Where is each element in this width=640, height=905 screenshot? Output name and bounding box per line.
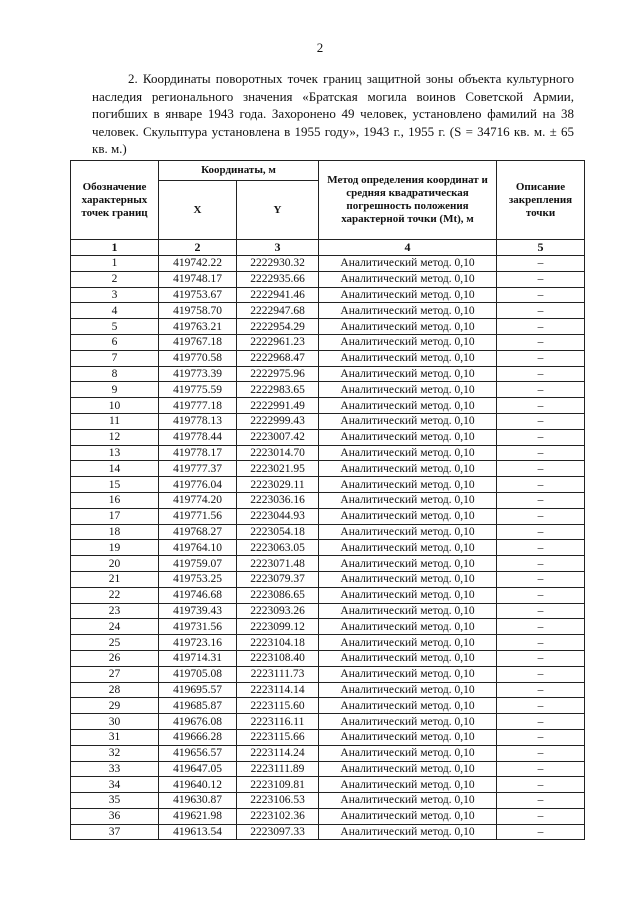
point-number: 11 [71,413,159,429]
description-cell: – [497,793,585,809]
page-number: 2 [316,40,324,55]
method-cell: Аналитический метод. 0,10 [319,287,497,303]
table-row [71,793,585,809]
method-cell: Аналитический метод. 0,10 [319,556,497,572]
method-cell: Аналитический метод. 0,10 [319,382,497,398]
method-cell: Аналитический метод. 0,10 [319,429,497,445]
table-row [71,508,585,524]
description-cell: – [497,571,585,587]
y-coordinate: 2222983.65 [237,382,319,398]
description-cell: – [497,508,585,524]
point-number: 20 [71,556,159,572]
description-cell: – [497,729,585,745]
y-coordinate: 2223079.37 [237,571,319,587]
table-row [71,350,585,366]
description-cell: – [497,540,585,556]
x-coordinate: 419695.57 [159,682,237,698]
table-row [71,319,585,335]
table-row [71,808,585,824]
column-number: 4 [319,240,497,256]
y-coordinate: 2223014.70 [237,445,319,461]
point-number: 9 [71,382,159,398]
point-number: 24 [71,619,159,635]
table-row [71,761,585,777]
column-number: 5 [497,240,585,256]
point-number: 3 [71,287,159,303]
point-number: 1 [71,256,159,272]
x-coordinate: 419763.21 [159,319,237,335]
table-row [71,445,585,461]
description-cell: – [497,334,585,350]
description-cell: – [497,319,585,335]
method-cell: Аналитический метод. 0,10 [319,477,497,493]
description-cell: – [497,287,585,303]
description-cell: – [497,587,585,603]
y-coordinate: 2223111.89 [237,761,319,777]
column-number: 2 [159,240,237,256]
header-description: Описание закрепления точки [497,161,585,240]
point-number: 7 [71,350,159,366]
method-cell: Аналитический метод. 0,10 [319,824,497,840]
y-coordinate: 2223097.33 [237,824,319,840]
y-coordinate: 2223114.24 [237,745,319,761]
table-row [71,366,585,382]
x-coordinate: 419676.08 [159,714,237,730]
table-row [71,682,585,698]
x-coordinate: 419656.57 [159,745,237,761]
table-row [71,777,585,793]
table-row [71,524,585,540]
description-cell: – [497,808,585,824]
point-number: 6 [71,334,159,350]
method-cell: Аналитический метод. 0,10 [319,666,497,682]
x-coordinate: 419685.87 [159,698,237,714]
method-cell: Аналитический метод. 0,10 [319,808,497,824]
description-cell: – [497,714,585,730]
table-row [71,256,585,272]
description-cell: – [497,603,585,619]
x-coordinate: 419647.05 [159,761,237,777]
y-coordinate: 2222954.29 [237,319,319,335]
point-number: 8 [71,366,159,382]
x-coordinate: 419778.44 [159,429,237,445]
x-coordinate: 419777.18 [159,398,237,414]
table-row [71,587,585,603]
point-number: 26 [71,650,159,666]
y-coordinate: 2223115.60 [237,698,319,714]
y-coordinate: 2223104.18 [237,635,319,651]
y-coordinate: 2223108.40 [237,650,319,666]
description-cell: – [497,366,585,382]
method-cell: Аналитический метод. 0,10 [319,587,497,603]
table-row [71,666,585,682]
description-cell: – [497,619,585,635]
description-cell: – [497,524,585,540]
method-cell: Аналитический метод. 0,10 [319,271,497,287]
description-cell: – [497,429,585,445]
method-cell: Аналитический метод. 0,10 [319,540,497,556]
y-coordinate: 2223102.36 [237,808,319,824]
table-row [71,571,585,587]
table-row [71,413,585,429]
method-cell: Аналитический метод. 0,10 [319,571,497,587]
table-row [71,429,585,445]
y-coordinate: 2223109.81 [237,777,319,793]
x-coordinate: 419775.59 [159,382,237,398]
x-coordinate: 419748.17 [159,271,237,287]
method-cell: Аналитический метод. 0,10 [319,777,497,793]
method-cell: Аналитический метод. 0,10 [319,461,497,477]
description-cell: – [497,461,585,477]
description-cell: – [497,650,585,666]
table-row [71,824,585,840]
method-cell: Аналитический метод. 0,10 [319,350,497,366]
header-point: Обозначение характерных точек границ [71,161,159,240]
x-coordinate: 419770.58 [159,350,237,366]
method-cell: Аналитический метод. 0,10 [319,445,497,461]
x-coordinate: 419776.04 [159,477,237,493]
description-cell: – [497,635,585,651]
column-number: 1 [71,240,159,256]
point-number: 30 [71,714,159,730]
y-coordinate: 2223086.65 [237,587,319,603]
x-coordinate: 419753.67 [159,287,237,303]
method-cell: Аналитический метод. 0,10 [319,603,497,619]
method-cell: Аналитический метод. 0,10 [319,698,497,714]
x-coordinate: 419630.87 [159,793,237,809]
x-coordinate: 419778.17 [159,445,237,461]
y-coordinate: 2222930.32 [237,256,319,272]
point-number: 5 [71,319,159,335]
table-body [71,256,585,840]
x-coordinate: 419742.22 [159,256,237,272]
x-coordinate: 419778.13 [159,413,237,429]
table-row [71,635,585,651]
x-coordinate: 419767.18 [159,334,237,350]
y-coordinate: 2223054.18 [237,524,319,540]
y-coordinate: 2223115.66 [237,729,319,745]
point-number: 14 [71,461,159,477]
description-cell: – [497,382,585,398]
table-row [71,729,585,745]
x-coordinate: 419746.68 [159,587,237,603]
y-coordinate: 2223111.73 [237,666,319,682]
description-cell: – [497,477,585,493]
x-coordinate: 419768.27 [159,524,237,540]
x-coordinate: 419753.25 [159,571,237,587]
table-row [71,714,585,730]
description-cell: – [497,303,585,319]
coordinates-table [70,160,585,840]
y-coordinate: 2222968.47 [237,350,319,366]
table-row [71,556,585,572]
point-number: 17 [71,508,159,524]
x-coordinate: 419773.39 [159,366,237,382]
method-cell: Аналитический метод. 0,10 [319,761,497,777]
description-cell: – [497,256,585,272]
method-cell: Аналитический метод. 0,10 [319,650,497,666]
table-row [71,650,585,666]
description-cell: – [497,761,585,777]
method-cell: Аналитический метод. 0,10 [319,303,497,319]
y-coordinate: 2223007.42 [237,429,319,445]
y-coordinate: 2222991.49 [237,398,319,414]
y-coordinate: 2222975.96 [237,366,319,382]
y-coordinate: 2223116.11 [237,714,319,730]
table-row [71,540,585,556]
y-coordinate: 2223063.05 [237,540,319,556]
table-row [71,271,585,287]
point-number: 21 [71,571,159,587]
y-coordinate: 2222999.43 [237,413,319,429]
table-row [71,382,585,398]
description-cell: – [497,682,585,698]
description-cell: – [497,698,585,714]
point-number: 36 [71,808,159,824]
method-cell: Аналитический метод. 0,10 [319,319,497,335]
y-coordinate: 2222935.66 [237,271,319,287]
x-coordinate: 419777.37 [159,461,237,477]
x-coordinate: 419758.70 [159,303,237,319]
method-cell: Аналитический метод. 0,10 [319,635,497,651]
method-cell: Аналитический метод. 0,10 [319,729,497,745]
table-row [71,398,585,414]
point-number: 2 [71,271,159,287]
method-cell: Аналитический метод. 0,10 [319,366,497,382]
point-number: 18 [71,524,159,540]
point-number: 32 [71,745,159,761]
table-row [71,303,585,319]
method-cell: Аналитический метод. 0,10 [319,334,497,350]
point-number: 28 [71,682,159,698]
point-number: 19 [71,540,159,556]
method-cell: Аналитический метод. 0,10 [319,256,497,272]
x-coordinate: 419613.54 [159,824,237,840]
point-number: 25 [71,635,159,651]
y-coordinate: 2222961.23 [237,334,319,350]
header-coords: Координаты, м [159,161,319,181]
point-number: 13 [71,445,159,461]
y-coordinate: 2223044.93 [237,508,319,524]
description-cell: – [497,777,585,793]
y-coordinate: 2223029.11 [237,477,319,493]
point-number: 16 [71,492,159,508]
y-coordinate: 2223114.14 [237,682,319,698]
point-number: 31 [71,729,159,745]
point-number: 23 [71,603,159,619]
x-coordinate: 419666.28 [159,729,237,745]
header-y: Y [237,181,319,240]
table-row [71,461,585,477]
method-cell: Аналитический метод. 0,10 [319,619,497,635]
description-cell: – [497,445,585,461]
description-cell: – [497,556,585,572]
x-coordinate: 419739.43 [159,603,237,619]
method-cell: Аналитический метод. 0,10 [319,745,497,761]
header-method: Метод определения координат и средняя квадратическая погрешность положения характерной точки (Mt), м [319,161,497,240]
x-coordinate: 419771.56 [159,508,237,524]
method-cell: Аналитический метод. 0,10 [319,714,497,730]
x-coordinate: 419714.31 [159,650,237,666]
point-number: 33 [71,761,159,777]
table-row [71,745,585,761]
method-cell: Аналитический метод. 0,10 [319,793,497,809]
point-number: 4 [71,303,159,319]
x-coordinate: 419723.16 [159,635,237,651]
method-cell: Аналитический метод. 0,10 [319,398,497,414]
description-cell: – [497,824,585,840]
point-number: 29 [71,698,159,714]
method-cell: Аналитический метод. 0,10 [319,413,497,429]
description-cell: – [497,413,585,429]
column-number: 3 [237,240,319,256]
x-coordinate: 419764.10 [159,540,237,556]
point-number: 35 [71,793,159,809]
header-x: X [159,181,237,240]
method-cell: Аналитический метод. 0,10 [319,682,497,698]
description-cell: – [497,666,585,682]
point-number: 34 [71,777,159,793]
table-row [71,334,585,350]
point-number: 37 [71,824,159,840]
method-cell: Аналитический метод. 0,10 [319,508,497,524]
table-row [71,603,585,619]
y-coordinate: 2223106.53 [237,793,319,809]
x-coordinate: 419705.08 [159,666,237,682]
point-number: 22 [71,587,159,603]
table-row [71,477,585,493]
x-coordinate: 419759.07 [159,556,237,572]
table-row [71,492,585,508]
description-cell: – [497,398,585,414]
x-coordinate: 419621.98 [159,808,237,824]
point-number: 10 [71,398,159,414]
point-number: 12 [71,429,159,445]
x-coordinate: 419731.56 [159,619,237,635]
y-coordinate: 2223093.26 [237,603,319,619]
point-number: 15 [71,477,159,493]
y-coordinate: 2223071.48 [237,556,319,572]
y-coordinate: 2223021.95 [237,461,319,477]
y-coordinate: 2222947.68 [237,303,319,319]
x-coordinate: 419640.12 [159,777,237,793]
description-cell: – [497,271,585,287]
method-cell: Аналитический метод. 0,10 [319,492,497,508]
description-cell: – [497,492,585,508]
y-coordinate: 2222941.46 [237,287,319,303]
table-row [71,698,585,714]
table-row [71,287,585,303]
y-coordinate: 2223036.16 [237,492,319,508]
intro-paragraph: 2. Координаты поворотных точек границ защитной зоны объекта культурного наследия регионального значения «Братская могила воинов Советской Армии, погибших в январе 1943 года. Захоронено 49 человек, установлено фамилий на 38 человек. Скульптура установлена в 1955 году», 1943 г., 1955 г. (S = 34716 кв. м. ± 65 кв. м.) [92,71,574,156]
y-coordinate: 2223099.12 [237,619,319,635]
table-row [71,619,585,635]
method-cell: Аналитический метод. 0,10 [319,524,497,540]
description-cell: – [497,350,585,366]
description-cell: – [497,745,585,761]
x-coordinate: 419774.20 [159,492,237,508]
point-number: 27 [71,666,159,682]
